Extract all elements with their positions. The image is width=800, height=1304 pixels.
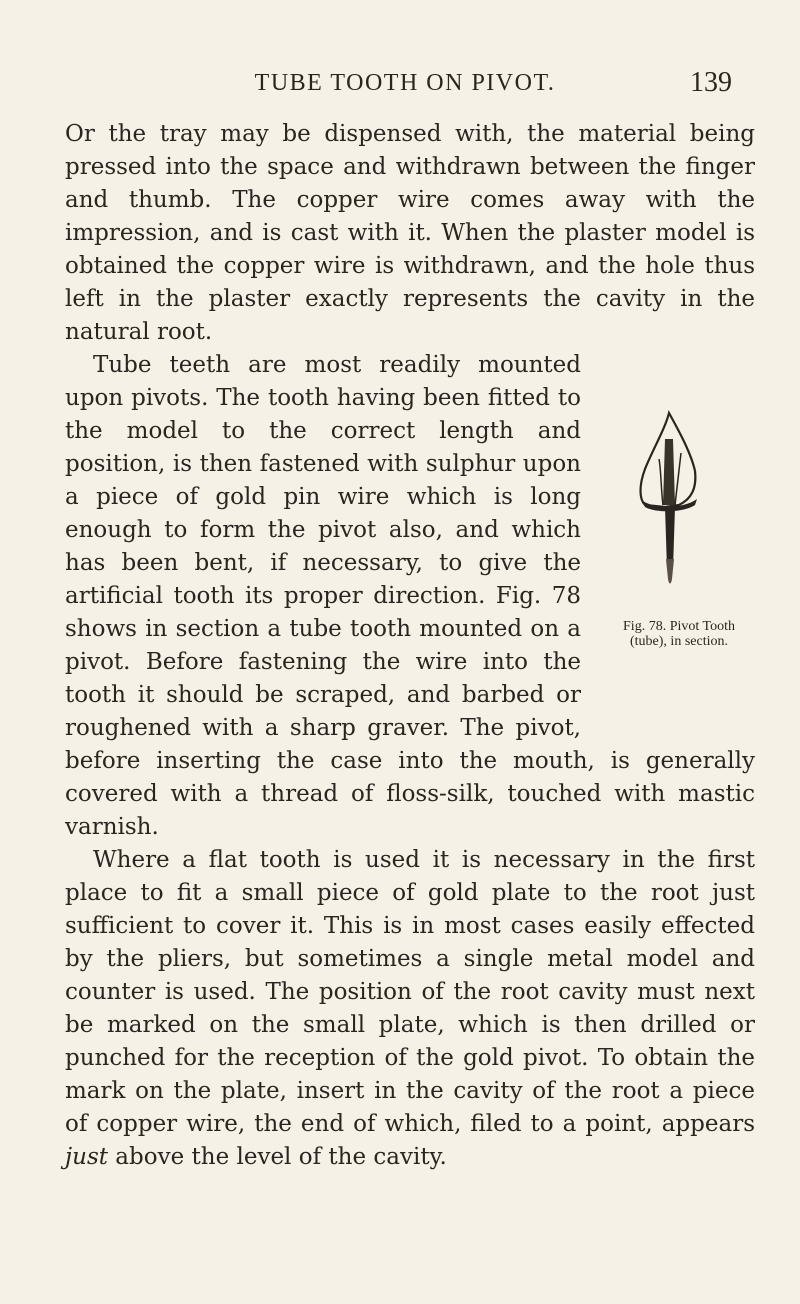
paragraph-3-emphasis: just (65, 1144, 108, 1170)
page-number: 139 (690, 67, 732, 98)
tube-tooth-pivot-icon (635, 409, 705, 609)
paragraph-3 (65, 844, 755, 1174)
paragraph-2: Tube teeth are most readily mounted upon pivots. The tooth having been fitted to the model to the correct length and position, is then fastened with sulphur upon a piece of gold pin wire which is long enough to form the pivot also, and which has been bent, if necessary, to give the artificial tooth its proper direction. Fig. 78 shows in section a tube tooth mounted on a pivot. Before fastening the wire into the tooth it should be scraped, and barbed or roughened with a sharp graver. The pivot, before inserting the case into the mouth, is generally covered with a thread of floss-silk, touched with mastic varnish. (65, 352, 755, 840)
body-text (65, 118, 755, 1174)
running-title: TUBE TOOTH ON PIVOT. (254, 70, 556, 96)
paragraph-3-text-after: above the level of the cavity. (108, 1144, 447, 1170)
running-head (60, 67, 750, 110)
paragraph-1: Or the tray may be dispensed with, the material being pressed into the space and withdrawn between the finger and thumb. The copper wire comes away with the impression, and is cast with it. When the plaster model is obtained the copper wire is withdrawn, and the hole thus left in the plaster exactly represents the cavity in the natural root. (65, 121, 755, 345)
paragraph-3-text-before: Where a flat tooth is used it is necessary in the first place to fit a small piece of gold plate to the root just sufficient to cover it. This is in most cases easily effected by the pliers, but sometimes a single metal model and counter is used. The position of the root cavity must next be marked on the small plate, which is then drilled or punched for the reception of the gold pivot. To obtain the mark on the plate, insert in the cavity of the root a piece of copper wire, the end of which, filed to a point, appears (65, 847, 755, 1137)
figure-caption: Fig. 78. Pivot Tooth (tube), in section. (623, 619, 735, 649)
figure-78 (595, 409, 755, 714)
